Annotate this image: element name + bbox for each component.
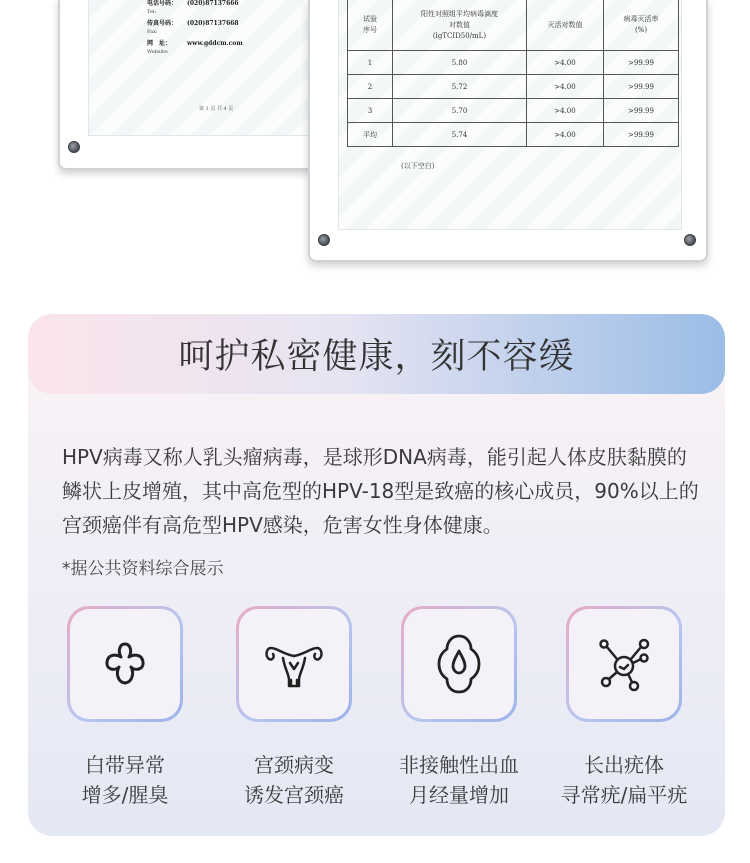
table-row: [348, 123, 679, 147]
contact-info: [147, 0, 243, 59]
page-number: 第 1 页 共 4 页: [199, 106, 234, 112]
symptom-item: [384, 606, 534, 810]
contact-tel-value: (020)87137666: [187, 0, 239, 7]
table-cell: 1: [348, 51, 393, 75]
table-cell: >99.99: [604, 99, 679, 123]
contact-tel-label: 电话号码：: [147, 0, 178, 7]
symptom-line2: 增多/腥臭: [81, 783, 169, 807]
header-titer: 阳性对照组平均病毒滴度 对数值 (lgTCID50/mL): [393, 0, 527, 51]
report-frame-right: [308, 0, 708, 262]
symptom-line1: 白带异常: [85, 753, 165, 777]
symptom-line2: 诱发宫颈癌: [244, 783, 344, 807]
contact-fax-value: (020)87137668: [187, 20, 239, 27]
symptom-icon-box: [401, 606, 517, 722]
intro-paragraph: HPV病毒又称人乳头瘤病毒，是球形DNA病毒，能引起人体皮肤黏膜的鳞状上皮增殖，其中高危型的HPV-18型是致癌的核心成员，90%以上的宫颈癌伴有高危型HPV感染，危害女性身体健康。: [62, 445, 699, 537]
contact-web-value: www.gddcm.com: [187, 40, 243, 47]
contact-web-label: 网 址：: [147, 40, 172, 47]
screw-icon: [318, 234, 330, 246]
uterus-icon: [263, 636, 325, 692]
symptom-icon-box: [67, 606, 183, 722]
flower-icon: [97, 636, 153, 692]
report-page-left: [88, 0, 314, 136]
contact-fax-label: 传真号码：: [147, 20, 178, 27]
table-cell: >99.99: [604, 75, 679, 99]
symptom-item: [50, 606, 200, 810]
report-frame-left: [58, 0, 342, 170]
table-cell: 5.80: [393, 51, 527, 75]
molecule-icon: [596, 636, 652, 692]
table-cell: >99.99: [604, 123, 679, 147]
symptom-line1: 长出疣体: [584, 753, 664, 777]
header-trial-no: 试验 序号: [348, 0, 393, 51]
screw-icon: [684, 234, 696, 246]
table-cell: 平均: [348, 123, 393, 147]
test-result-table: [347, 0, 679, 147]
symptom-item: [549, 606, 699, 810]
table-cell: 3: [348, 99, 393, 123]
symptom-line2: 寻常疣/扁平疣: [560, 783, 688, 807]
symptom-line1: 宫颈病变: [254, 753, 334, 777]
table-header-row: [348, 0, 679, 51]
symptom-icon-box: [566, 606, 682, 722]
symptom-line1: 非接触性出血: [399, 753, 519, 777]
table-cell: >4.00: [527, 123, 604, 147]
table-row: [348, 51, 679, 75]
pad-icon: [434, 633, 484, 695]
symptom-line2: 月经量增加: [409, 783, 509, 807]
table-cell: >4.00: [527, 51, 604, 75]
table-cell: 2: [348, 75, 393, 99]
table-cell: >99.99: [604, 51, 679, 75]
contact-fax-sub: Fax:: [147, 29, 158, 35]
title-banner: [28, 314, 725, 394]
table-cell: 5.74: [393, 123, 527, 147]
contact-web-sub: Website:: [147, 49, 169, 55]
table-cell: >4.00: [527, 75, 604, 99]
table-cell: 5.72: [393, 75, 527, 99]
hpv-info-card: [28, 314, 725, 836]
table-cell: >4.00: [527, 99, 604, 123]
report-page-right: [338, 0, 682, 230]
source-note: *据公共资料综合展示: [62, 559, 224, 579]
table-row: [348, 99, 679, 123]
table-cell: 5.70: [393, 99, 527, 123]
section-title: 呵护私密健康，刻不容缓: [178, 337, 575, 377]
table-row: [348, 75, 679, 99]
header-log-reduction: 灭活对数值: [527, 0, 604, 51]
blank-note: (以下空白): [401, 162, 435, 170]
screw-icon: [68, 141, 80, 153]
symptom-icon-box: [236, 606, 352, 722]
header-inactivation-rate: 病毒灭活率 (%): [604, 0, 679, 51]
contact-tel-sub: Tel:: [147, 9, 157, 15]
symptom-item: [219, 606, 369, 810]
